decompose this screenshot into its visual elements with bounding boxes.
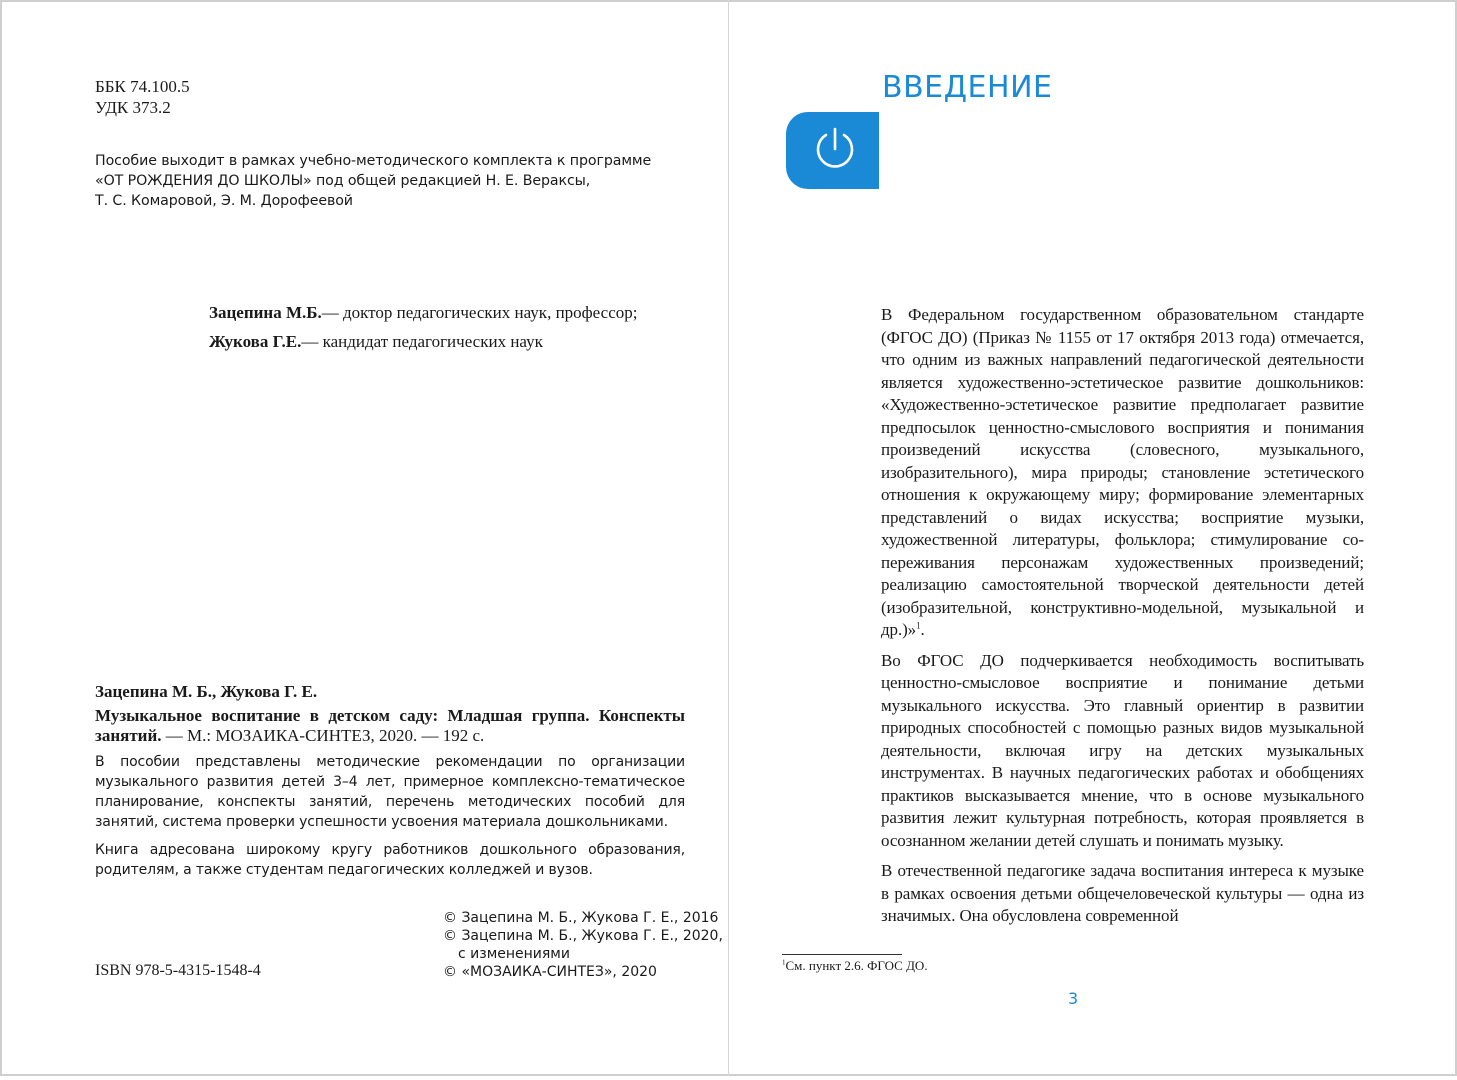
author-role: — кандидат педагогических наук — [301, 332, 543, 351]
footnote-text: См. пункт 2.6. ФГОС ДО. — [785, 958, 928, 973]
classification-codes — [95, 76, 190, 118]
power-icon — [812, 126, 858, 172]
copyright-line: © Зацепина М. Б., Жукова Г. Е., 2020, — [443, 928, 723, 944]
author-role: — доктор педагогических наук, профессор; — [321, 303, 638, 322]
copyright-line: © «МОЗАИКА-СИНТЕЗ», 2020 — [443, 964, 657, 980]
series-line: Пособие выходит в рамках учебно-методического комплекта к программе — [95, 153, 652, 169]
copyright-line: с изменениями — [458, 946, 570, 962]
series-line: «ОТ РОЖДЕНИЯ ДО ШКОЛЫ» под общей редакцией Н. Е. Вераксы, — [95, 173, 591, 189]
paragraph-text: В Федеральном государственном образовательном стандарте (ФГОС ДО) (Приказ № 1155 от 17 октября 2013 года) отмечается, что одним из важных направлений педагогической деятельности является художественно-эстетическое развитие дошкольников: «Художественно-эстетическое развитие предполагает развитие предпосылок ценностно-смыслового восприятия и понимания произведений искусства (словесного, музыкального, изобразительного), мира природы; становление эстетического отношения к окружающему миру; формирование элементарных представлений о видах искусства; восприятие музыки, художественной литературы, фольклора; стимулирование со-переживания персонажам художественных произведений; реализацию самостоятельной творческой деятельности детей (изобразительной, конструктивно-модельной, музыкальной и др.)» — [881, 305, 1364, 639]
bib-record — [95, 706, 685, 746]
abstract — [95, 752, 685, 888]
copyright-block — [443, 909, 723, 981]
author-credit — [209, 331, 543, 353]
udk-code: УДК 373.2 — [95, 98, 171, 117]
copyright-line: © Зацепина М. Б., Жукова Г. Е., 2016 — [443, 910, 719, 926]
series-note — [95, 151, 651, 211]
bib-author: Зацепина М. Б., Жукова Г. Е. — [95, 682, 318, 701]
footnote-mark: 1 — [782, 958, 786, 967]
author-name: Жукова Г.Е. — [209, 332, 302, 351]
body-paragraph: Во ФГОС ДО подчеркивается необходимость воспитывать ценностно-смысловое восприятие и понимание детьми музыкального искусства. Это главный ориентир в развитии природных способностей с помощью разных видов музыкальной деятельности, включая игру на детских музыкальных инструментах. В научных педагогических работах и обобщениях практиков высказывается мнение, что в основе музыкального развития лежит культурная потребность, которая проявляется в осознанном желании детей слушать и понимать музыку. — [881, 650, 1364, 850]
footnote — [782, 958, 928, 974]
author-name: Зацепина М.Б. — [209, 303, 322, 322]
left-page — [0, 0, 728, 1076]
body-text — [881, 304, 1364, 936]
series-line: Т. С. Комаровой, Э. М. Дорофеевой — [95, 193, 353, 209]
bib-imprint: — М.: МОЗАИКА-СИНТЕЗ, 2020. — 192 с. — [161, 726, 485, 745]
bib-title: Музыкальное воспитание в детском саду: Младшая группа. Конспекты занятий. — [95, 706, 685, 745]
footnote-divider — [782, 954, 902, 955]
bbk-code: ББК 74.100.5 — [95, 77, 190, 96]
chapter-title: ВВЕДЕНИЕ — [882, 70, 1053, 105]
body-paragraph: В Федеральном государственном образовательном стандарте (ФГОС ДО) (Приказ № 1155 от 17 октября 2013 года) отмечается, что одним из важных направлений педагогической деятельности является художественно-эстетическое развитие дошкольников: «Художественно-эстетическое развитие предполагает развитие предпосылок ценностно-смыслового восприятия и понимания произведений искусства (словесного, музыкального, изобразительного), мира природы; становление эстетического отношения к окружающему миру; формирование элементарных представлений о видах искусства; восприятие музыки, художественной литературы, фольклора; стимулирование со-переживания персонажам художественных произведений; реализацию самостоятельной творческой деятельности детей (изобразительной, конструктивно-модельной, музыкальной и др.)»$^1$. — [881, 305, 1364, 639]
body-paragraph: В отечественной педагогике задача воспитания интереса к музыке в рамках освоения детьми общечеловеческой культуры — одна из значимых. Она обусловлена современной — [881, 861, 1364, 925]
isbn: ISBN 978-5-4315-1548-4 — [95, 962, 261, 979]
footnote-ref: 1 — [916, 620, 921, 631]
chapter-icon-tile — [786, 112, 879, 189]
author-credit — [209, 302, 637, 324]
page-number: 3 — [1068, 989, 1079, 1008]
abstract-paragraph: В пособии представлены методические рекомендации по организации музыкального развития детей 3–4 лет, примерное комплексно-тематическое планирование, конспекты занятий, перечень методических пособий для занятий, система проверки успешности усвоения материала дошкольниками. — [95, 754, 685, 830]
abstract-paragraph: Книга адресована широкому кругу работников дошкольного образования, родителям, а также студентам педагогических колледжей и вузов. — [95, 842, 685, 878]
